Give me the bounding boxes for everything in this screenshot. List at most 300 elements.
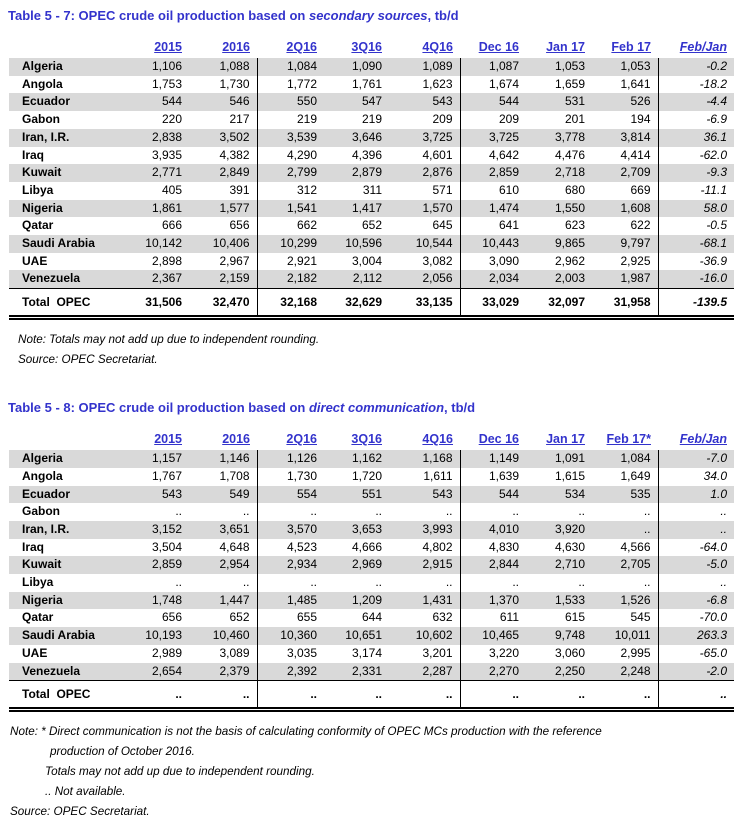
value-cell: 2,925 [592,253,658,271]
value-cell: 534 [564,486,585,501]
value-cell: -16.0 [699,271,727,286]
value-cell: 2,859 [151,557,182,572]
value-cell: -2.0 [706,663,727,678]
value-cell: .. [592,503,658,521]
direct-communication-table-section [8,400,749,818]
value-cell: -6.8 [706,592,727,607]
value-cell: 58.0 [703,200,727,215]
value-cell: 194 [592,111,658,129]
value-cell: 1,447 [189,592,257,610]
value-cell: 2,367 [151,271,182,286]
value-cell: -11.1 [700,182,727,197]
country-label: Qatar [22,218,54,233]
value-cell: 1,162 [351,451,382,466]
value-cell: 1,570 [389,200,460,218]
value-cell: 2,934 [286,557,317,572]
value-cell: 655 [296,610,317,625]
table-row [9,663,734,681]
value-cell: .. [389,574,460,592]
value-cell: 645 [389,217,460,235]
value-cell: 3,778 [554,129,585,144]
country-label: Angola [22,76,63,91]
title-suffix: , tb/d [444,400,476,416]
value-cell: 526 [592,93,658,111]
table-row [9,539,734,557]
value-cell: 311 [362,182,382,197]
value-cell: 656 [189,217,257,235]
table-row [9,592,734,610]
value-cell: 666 [161,218,182,233]
value-cell: 543 [161,486,182,501]
value-cell: 9,748 [554,628,585,643]
value-cell: 3,935 [151,147,182,162]
value-cell: 2,159 [189,270,257,288]
value-cell: 3,920 [554,521,585,536]
table-row [9,147,734,165]
value-cell: 1,106 [151,59,182,73]
value-cell: 36.1 [703,129,727,144]
value-cell: 3,060 [554,645,585,660]
value-cell: 4,802 [389,539,460,557]
total-value-cell: .. [658,681,734,710]
value-cell: -9.3 [706,165,727,180]
value-cell: 4,476 [554,147,585,162]
value-cell: 1,053 [592,58,658,76]
value-cell: 10,651 [345,628,382,643]
column-header: Dec 16 [478,40,519,54]
table-row [9,58,734,76]
value-cell: 219 [361,112,382,127]
value-cell: 391 [189,182,257,200]
value-cell: -18.2 [699,76,727,91]
value-cell: 2,056 [389,270,460,288]
secondary-sources-table-section [8,8,749,366]
value-cell: 545 [592,609,658,627]
country-label: Nigeria [22,592,63,607]
total-value-cell: .. [389,681,460,710]
table-row [9,556,734,574]
value-cell: .. [512,504,519,519]
value-cell: 1,541 [286,200,317,215]
value-cell: 2,967 [189,253,257,271]
total-value-cell: .. [257,681,324,710]
column-header: 3Q16 [351,40,382,54]
value-cell: 2,989 [151,645,182,660]
value-cell: 3,082 [389,253,460,271]
value-cell: 1,087 [488,59,519,73]
value-cell: 2,392 [286,663,317,678]
table-row [9,182,734,200]
total-value-cell: .. [189,681,257,710]
country-label: Libya [22,182,54,197]
title-prefix: Table 5 - 7: OPEC crude oil production based on [8,8,309,23]
value-cell: 2,876 [389,164,460,182]
column-header: 3Q16 [351,432,382,447]
value-cell: 2,879 [351,165,382,180]
value-cell: .. [578,504,585,519]
column-header: Feb/Jan [679,432,727,447]
value-cell: 1,861 [151,200,182,215]
value-cell: -36.9 [699,253,727,268]
table-row [9,468,734,486]
value-cell: 10,406 [189,235,257,253]
value-cell: 2,705 [592,556,658,574]
value-cell: 209 [498,112,519,127]
value-cell: 544 [498,94,519,109]
table-row [9,627,734,645]
value-cell: 1,772 [286,76,317,91]
country-label: Ecuador [22,486,71,501]
table-row [9,111,734,129]
opec-production-table-direct-communication [9,424,734,712]
value-cell: 3,174 [351,645,382,660]
value-cell: 1,089 [389,58,460,76]
table-row [9,200,734,218]
value-cell: 2,718 [554,165,585,180]
country-label: Algeria [22,451,63,466]
country-label: Nigeria [22,200,63,215]
value-cell: 1,474 [488,200,519,215]
value-cell: 3,152 [151,521,182,536]
value-cell: -68.1 [699,236,727,251]
value-cell: -6.9 [706,112,727,127]
value-cell: 641 [498,218,519,233]
value-cell: 1,761 [351,76,382,91]
note-line: Note: * Direct communication is not the basis of calculating conformity of OPEC MCs production with the reference [10,725,602,739]
title-suffix: , tb/d [427,8,459,23]
country-column-header [9,32,127,58]
value-cell: 1,611 [389,468,460,486]
table-row [9,486,734,504]
column-header: Feb 17 [611,40,651,54]
value-cell: -0.2 [706,59,727,73]
opec-production-table-secondary-sources [9,32,734,320]
table-5-8-notes [10,725,749,818]
table-row [9,609,734,627]
value-cell: 1,053 [554,59,585,73]
table-row [9,129,734,147]
column-header: Feb 17* [606,432,651,447]
column-header: 2Q16 [286,432,317,447]
table-row [9,645,734,663]
value-cell: 2,250 [554,663,585,678]
value-cell: 1,431 [389,592,460,610]
value-cell: 1,577 [189,200,257,218]
title-emphasis: direct communication [308,400,445,416]
table-row [9,450,734,468]
value-cell: 1,149 [488,451,519,466]
value-cell: 10,299 [280,236,317,251]
country-label: Iraq [22,147,45,162]
total-value-cell: 31,958 [592,289,658,318]
total-value-cell: 32,168 [257,289,324,318]
value-cell: 4,523 [286,539,317,554]
value-cell: 2,112 [352,271,382,286]
value-cell: 1,608 [592,200,658,218]
value-cell: 549 [189,486,257,504]
value-cell: 1,674 [488,76,519,91]
value-cell: 623 [564,218,585,233]
table-row [9,503,734,521]
value-cell: 2,995 [592,645,658,663]
total-value-cell: .. [460,681,526,710]
value-cell: 669 [592,182,658,200]
value-cell: 4,382 [189,147,257,165]
total-value-cell: .. [324,681,389,710]
value-cell: .. [720,521,727,536]
value-cell: 220 [161,112,182,127]
value-cell: 1,767 [151,468,182,483]
country-label: Algeria [22,59,63,73]
value-cell: .. [310,504,317,519]
column-header: 2015 [154,40,182,54]
country-label: Kuwait [22,165,62,180]
value-cell: 9,797 [592,235,658,253]
value-cell: -65.0 [699,645,727,660]
value-cell: 3,035 [286,645,317,660]
column-header: Jan 17 [546,432,585,447]
value-cell: 10,596 [345,236,382,251]
value-cell: 3,089 [189,645,257,663]
value-cell: 3,725 [488,129,519,144]
value-cell: .. [189,503,257,521]
value-cell: 4,010 [488,521,519,536]
value-cell: 610 [498,182,519,197]
value-cell: 2,969 [351,557,382,572]
value-cell: -64.0 [699,539,727,554]
value-cell: 217 [189,111,257,129]
value-cell: 3,653 [351,521,382,536]
value-cell: 1,417 [351,200,382,215]
column-header: Dec 16 [478,432,519,447]
value-cell: 3,570 [286,521,317,536]
value-cell: 2,709 [592,164,658,182]
country-label: Angola [22,468,63,483]
value-cell: 1,084 [286,59,317,73]
value-cell: 544 [161,94,182,109]
value-cell: 2,898 [151,253,182,268]
value-cell: 3,220 [488,645,519,660]
value-cell: 2,287 [389,663,460,681]
value-cell: -62.0 [699,147,727,162]
value-cell: 2,003 [554,271,585,286]
value-cell: 2,710 [554,557,585,572]
value-cell: .. [375,504,382,519]
value-cell: 571 [389,182,460,200]
value-cell: 3,504 [151,539,182,554]
total-value-cell: -139.5 [658,289,734,318]
value-cell: 2,859 [488,165,519,180]
value-cell: 1,753 [151,76,182,91]
value-cell: .. [389,503,460,521]
value-cell: 543 [389,93,460,111]
value-cell: 2,849 [189,164,257,182]
value-cell: 547 [361,94,382,109]
value-cell: 1,649 [592,468,658,486]
value-cell: 2,034 [488,271,519,286]
value-cell: 615 [564,610,585,625]
table-row [9,521,734,539]
value-cell: 3,814 [592,129,658,147]
title-prefix: Table 5 - 8: OPEC crude oil production based on [8,400,309,416]
table-row [9,253,734,271]
country-label: Qatar [22,610,54,625]
value-cell: -5.0 [706,557,727,572]
value-cell: 2,915 [389,556,460,574]
value-cell: 4,601 [389,147,460,165]
total-value-cell: 33,029 [460,289,526,318]
value-cell: 2,844 [488,557,519,572]
value-cell: 201 [564,112,585,127]
value-cell: 1,987 [592,270,658,288]
note-line: Note: Totals may not add up due to independent rounding. [18,333,320,347]
country-column-header [9,424,127,450]
value-cell: 1,659 [554,76,585,91]
value-cell: 3,651 [189,521,257,539]
value-cell: 1,730 [189,76,257,94]
total-value-cell: 32,097 [526,289,592,318]
value-cell: 10,011 [592,627,658,645]
value-cell: .. [175,575,182,590]
table-row [9,574,734,592]
column-header: 2015 [154,432,182,447]
column-header-row [9,32,734,58]
value-cell: 312 [296,182,317,197]
country-label: Venezuela [22,271,81,286]
value-cell: -70.0 [699,610,727,625]
value-cell: 1.0 [710,486,727,501]
total-value-cell: 31,506 [127,289,189,318]
value-cell: 1,615 [554,468,585,483]
value-cell: 1,088 [189,58,257,76]
value-cell: 2,799 [286,165,317,180]
column-header: 4Q16 [422,40,453,54]
value-cell: 1,708 [189,468,257,486]
value-cell: 4,830 [488,539,519,554]
value-cell: 2,182 [286,271,317,286]
value-cell: 535 [592,486,658,504]
country-label: Ecuador [22,94,71,109]
value-cell: 34.0 [703,468,727,483]
value-cell: 10,142 [145,236,182,251]
total-value-cell: .. [127,681,189,710]
value-cell: 4,642 [488,147,519,162]
country-label: Venezuela [22,663,81,678]
value-cell: 2,270 [488,663,519,678]
value-cell: 4,648 [189,539,257,557]
column-header: 2016 [222,40,250,54]
value-cell: 4,566 [592,539,658,557]
value-cell: 652 [189,609,257,627]
value-cell: 1,157 [151,451,182,466]
value-cell: 10,544 [389,235,460,253]
value-cell: 531 [564,94,585,109]
total-label: Total OPEC [9,289,127,318]
total-value-cell: .. [592,681,658,710]
value-cell: .. [720,575,727,590]
country-label: Gabon [22,112,60,127]
value-cell: 9,865 [554,236,585,251]
value-cell: -4.4 [706,94,727,109]
value-cell: 3,502 [189,129,257,147]
value-cell: 3,090 [488,253,519,268]
value-cell: 622 [592,217,658,235]
value-cell: 2,954 [189,556,257,574]
value-cell: 3,539 [286,129,317,144]
note-line: Source: OPEC Secretariat. [10,805,150,819]
value-cell: 3,646 [351,129,382,144]
value-cell: 1,084 [592,450,658,468]
country-label: UAE [22,645,48,660]
column-header: 2Q16 [286,40,317,54]
table-row [9,76,734,94]
total-value-cell: 32,629 [324,289,389,318]
country-label: Gabon [22,504,60,519]
value-cell: 680 [564,182,585,197]
total-value-cell: .. [526,681,592,710]
value-cell: 2,921 [286,253,317,268]
value-cell: 10,602 [389,627,460,645]
value-cell: 1,370 [488,592,519,607]
value-cell: 10,193 [145,628,182,643]
table-5-8-title [8,400,749,416]
value-cell: 543 [389,486,460,504]
table-row [9,270,734,288]
table-row [9,164,734,182]
value-cell: 219 [296,112,317,127]
value-cell: .. [189,574,257,592]
value-cell: .. [592,521,658,539]
value-cell: -0.5 [706,218,727,233]
value-cell: 4,630 [554,539,585,554]
value-cell: 652 [361,218,382,233]
value-cell: 4,666 [351,539,382,554]
value-cell: .. [578,575,585,590]
note-line: .. Not available. [45,785,126,799]
value-cell: 551 [361,486,382,501]
total-value-cell: 33,135 [389,289,460,318]
value-cell: 1,639 [488,468,519,483]
value-cell: 4,396 [351,147,382,162]
value-cell: 209 [389,111,460,129]
value-cell: 2,962 [554,253,585,268]
note-line: Source: OPEC Secretariat. [18,353,158,367]
column-header: Feb/Jan [679,40,727,54]
value-cell: 3,201 [389,645,460,663]
column-header-row [9,424,734,450]
value-cell: 1,146 [189,450,257,468]
value-cell: 405 [161,182,182,197]
value-cell: 3,993 [389,521,460,539]
value-cell: 546 [189,93,257,111]
value-cell: 662 [296,218,317,233]
total-row [9,289,734,318]
value-cell: -7.0 [706,451,727,466]
value-cell: 1,209 [351,592,382,607]
value-cell: 3,725 [389,129,460,147]
country-label: Iran, I.R. [22,129,70,144]
value-cell: 550 [296,94,317,109]
table-row [9,217,734,235]
value-cell: .. [310,575,317,590]
value-cell: 1,720 [351,468,382,483]
table-5-7-title [8,8,749,24]
country-label: Libya [22,575,54,590]
value-cell: 1,730 [286,468,317,483]
country-label: Kuwait [22,557,62,572]
country-label: Saudi Arabia [22,628,95,643]
note-line: Totals may not add up due to independent rounding. [45,765,315,779]
